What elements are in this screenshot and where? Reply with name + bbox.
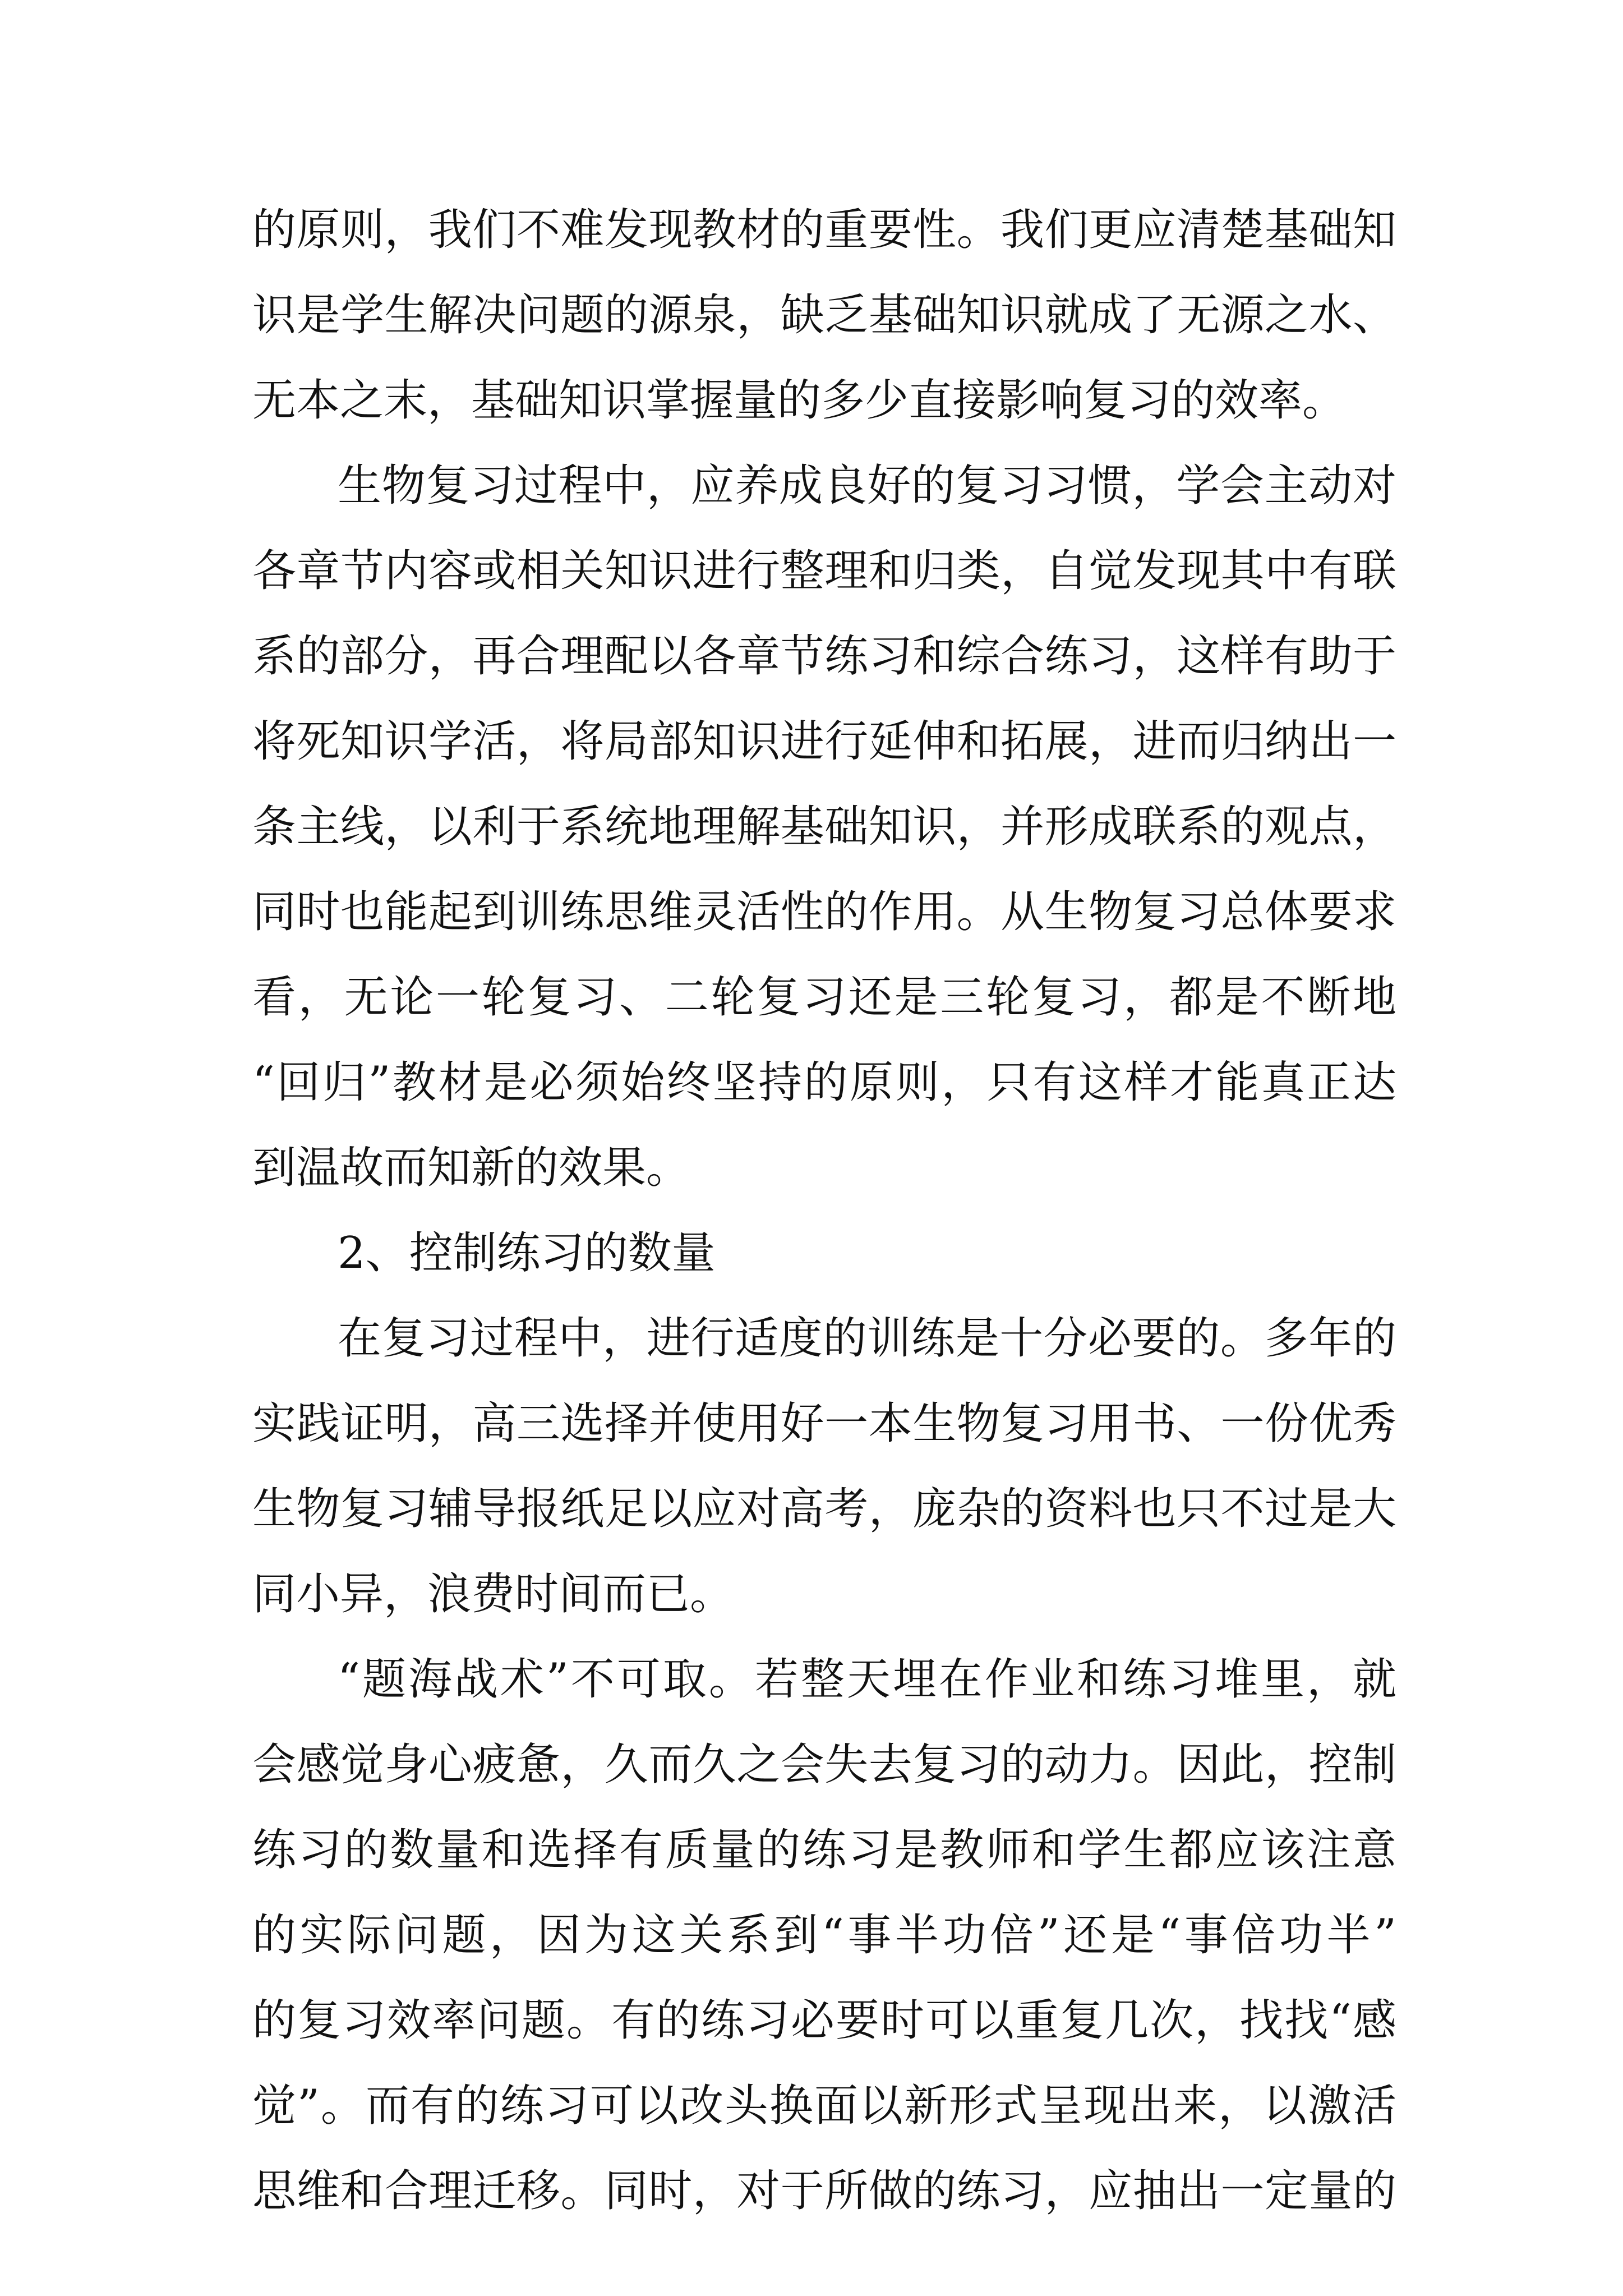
text-line: 系的部分，再合理配以各章节练习和综合练习，这样有助于	[252, 631, 1396, 682]
paragraph-first-line: 在复习过程中，进行适度的训练是十分必要的。多年的	[338, 1313, 1396, 1364]
text-line: 同时也能起到训练思维灵活性的作用。从生物复习总体要求	[252, 887, 1396, 937]
text-line: 同小异，浪费时间而已。	[252, 1569, 734, 1619]
text-line: 思维和合理迁移。同时，对于所做的练习，应抽出一定量的	[252, 2166, 1396, 2216]
text-line: 实践证明，高三选择并使用好一本生物复习用书、一份优秀	[252, 1398, 1396, 1449]
paragraph-first-line: 生物复习过程中，应养成良好的复习习惯，学会主动对	[338, 461, 1396, 511]
text-line: 看，无论一轮复习、二轮复习还是三轮复习，都是不断地	[252, 972, 1396, 1023]
text-line: 练习的数量和选择有质量的练习是教师和学生都应该注意	[252, 1825, 1396, 1875]
text-line: 的复习效率问题。有的练习必要时可以重复几次，找找“感	[252, 1995, 1396, 2046]
text-line: 的原则，我们不难发现教材的重要性。我们更应清楚基础知	[252, 205, 1396, 255]
text-line: 的实际问题，因为这关系到“事半功倍”还是“事倍功半”	[252, 1910, 1396, 1961]
text-line: 觉”。而有的练习可以改头换面以新形式呈现出来，以激活	[252, 2081, 1396, 2131]
text-line: 会感觉身心疲惫，久而久之会失去复习的动力。因此，控制	[252, 1740, 1396, 1790]
section-heading: 2、控制练习的数量	[338, 1228, 716, 1278]
text-line: 将死知识学活，将局部知识进行延伸和拓展，进而归纳出一	[252, 716, 1396, 767]
text-line: 各章节内容或相关知识进行整理和归类，自觉发现其中有联	[252, 546, 1396, 596]
paragraph-first-line: “题海战术”不可取。若整天埋在作业和练习堆里，就	[338, 1654, 1396, 1705]
text-line: 无本之末，基础知识掌握量的多少直接影响复习的效率。	[252, 375, 1347, 426]
text-line: “回归”教材是必须始终坚持的原则，只有这样才能真正达	[252, 1057, 1396, 1108]
text-line: 识是学生解决问题的源泉，缺乏基础知识就成了无源之水、	[252, 290, 1396, 341]
text-line: 到温故而知新的效果。	[252, 1143, 690, 1193]
text-line: 条主线，以利于系统地理解基础知识，并形成联系的观点，	[252, 802, 1396, 852]
text-line: 生物复习辅导报纸足以应对高考，庞杂的资料也只不过是大	[252, 1484, 1396, 1534]
